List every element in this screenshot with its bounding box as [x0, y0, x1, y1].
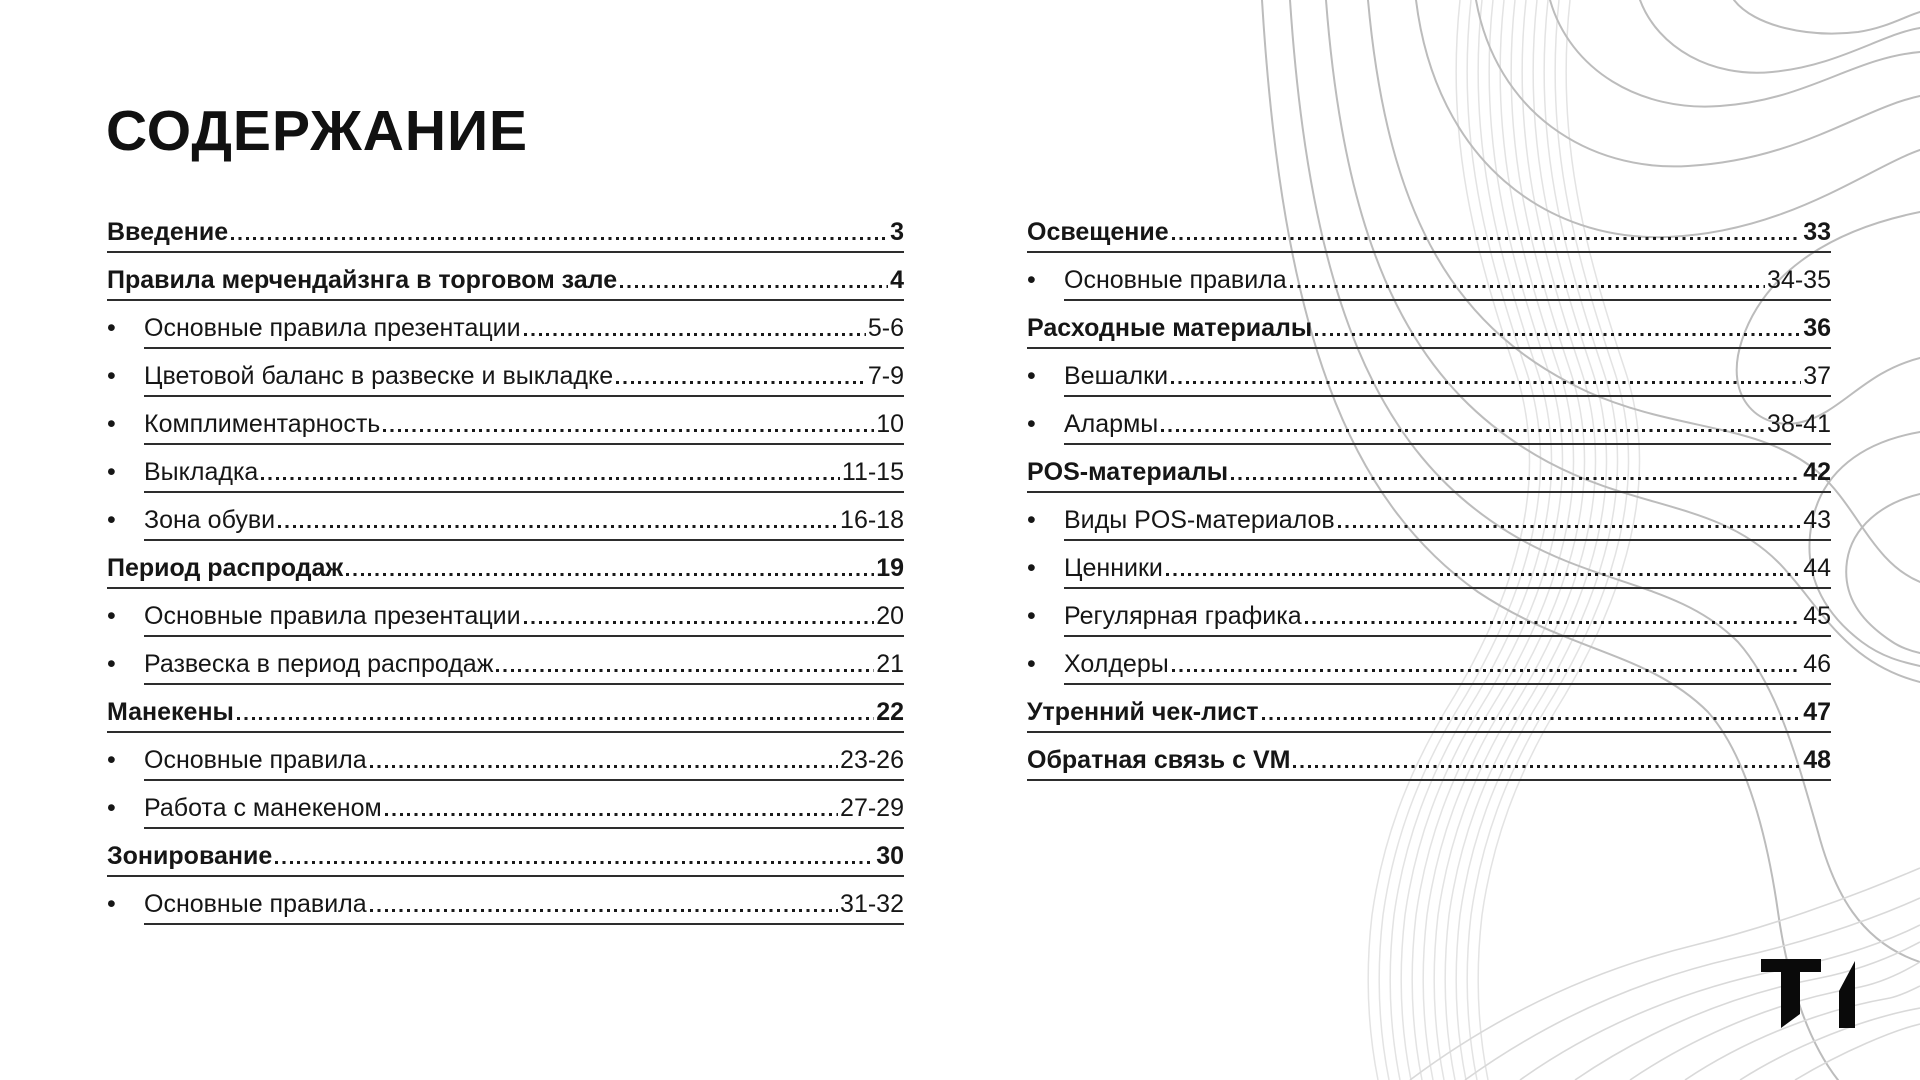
toc-entry-page: 34-35	[1767, 266, 1831, 294]
dotted-leader	[346, 573, 874, 576]
toc-entry-page: 7-9	[867, 362, 904, 390]
toc-entry[interactable]	[107, 253, 904, 301]
toc-entry-label: Основные правила	[144, 746, 367, 774]
toc-entry[interactable]	[1027, 685, 1831, 733]
dotted-leader	[1338, 525, 1801, 528]
toc-entry-page: 21	[876, 650, 904, 678]
bullet-icon: •	[107, 602, 116, 630]
toc-entry[interactable]	[1027, 301, 1831, 349]
toc-entry-page: 20	[876, 602, 904, 630]
toc-entry[interactable]	[107, 541, 904, 589]
toc-entry-label: Развеска в период распродаж	[144, 650, 494, 678]
toc-entry-line	[144, 397, 904, 445]
dotted-leader	[1305, 621, 1802, 624]
toc-entry-page: 47	[1803, 698, 1831, 726]
dotted-leader	[1166, 573, 1801, 576]
toc-entry-label: Период распродаж	[107, 554, 344, 582]
dotted-leader	[1315, 333, 1801, 336]
dotted-leader	[616, 381, 866, 384]
toc-entry-line	[107, 205, 904, 253]
dotted-leader	[385, 813, 838, 816]
toc-entry-line	[1064, 637, 1831, 685]
toc-entry-label: Основные правила	[1064, 266, 1287, 294]
dotted-leader	[496, 669, 874, 672]
toc-entry[interactable]	[107, 589, 904, 637]
dotted-leader	[383, 429, 874, 432]
t1-logo	[1761, 959, 1855, 1028]
toc-entry-label: Утренний чек-лист	[1027, 698, 1259, 726]
toc-entry-page: 19	[876, 554, 904, 582]
bullet-icon: •	[107, 458, 116, 486]
toc-entry-line	[144, 781, 904, 829]
toc-entry[interactable]	[1027, 205, 1831, 253]
toc-entry-line	[1027, 301, 1831, 349]
toc-entry-label: Вешалки	[1064, 362, 1169, 390]
toc-entry-line	[1027, 733, 1831, 781]
toc-entry-line	[1064, 493, 1831, 541]
toc-entry-line	[144, 637, 904, 685]
dotted-leader	[1172, 237, 1802, 240]
toc-entry-label: Цветовой баланс в развеске и выкладке	[144, 362, 614, 390]
bullet-icon: •	[1027, 362, 1036, 390]
toc-entry[interactable]	[1027, 733, 1831, 781]
toc-column-right	[1027, 205, 1831, 781]
toc-entry-page: 27-29	[840, 794, 904, 822]
bullet-icon: •	[1027, 650, 1036, 678]
bullet-icon: •	[107, 650, 116, 678]
toc-entry-line	[144, 349, 904, 397]
toc-entry[interactable]	[1027, 445, 1831, 493]
toc-entry-line	[1027, 685, 1831, 733]
dotted-leader	[1161, 429, 1765, 432]
toc-entry-page: 23-26	[840, 746, 904, 774]
toc-entry-label: Введение	[107, 218, 229, 246]
dotted-leader	[275, 861, 874, 864]
dotted-leader	[1293, 765, 1801, 768]
toc-entry-line	[144, 589, 904, 637]
dotted-leader	[1262, 717, 1802, 720]
toc-entry-page: 4	[890, 266, 904, 294]
toc-entry-line	[144, 445, 904, 493]
toc-entry-line	[107, 685, 904, 733]
toc-entry-line	[1064, 349, 1831, 397]
toc-entry[interactable]	[1027, 253, 1831, 301]
toc-entry-label: Основные правила	[144, 890, 367, 918]
toc-entry[interactable]	[107, 397, 904, 445]
dotted-leader	[370, 765, 838, 768]
dotted-leader	[524, 621, 875, 624]
toc-entry[interactable]	[1027, 493, 1831, 541]
toc-entry[interactable]	[107, 733, 904, 781]
toc-entry-page: 37	[1803, 362, 1831, 390]
bullet-icon: •	[107, 410, 116, 438]
toc-entry-label: Основные правила презентации	[144, 314, 521, 342]
toc-entry[interactable]	[1027, 349, 1831, 397]
toc-entry[interactable]	[1027, 589, 1831, 637]
dotted-leader	[278, 525, 838, 528]
toc-entry[interactable]	[107, 685, 904, 733]
toc-entry[interactable]	[107, 301, 904, 349]
toc-entry-line	[144, 301, 904, 349]
toc-entry[interactable]	[1027, 637, 1831, 685]
toc-entry-page: 3	[890, 218, 904, 246]
toc-entry-label: Обратная связь с VM	[1027, 746, 1291, 774]
toc-entry[interactable]	[107, 781, 904, 829]
toc-entry-line	[1064, 253, 1831, 301]
toc-entry-line	[1027, 205, 1831, 253]
dotted-leader	[524, 333, 866, 336]
toc-entry-label: POS-материалы	[1027, 458, 1229, 486]
bullet-icon: •	[107, 362, 116, 390]
bullet-icon: •	[107, 746, 116, 774]
bullet-icon: •	[1027, 410, 1036, 438]
dotted-leader	[1231, 477, 1801, 480]
dotted-leader	[620, 285, 888, 288]
toc-entry-label: Выкладка	[144, 458, 259, 486]
page-title: СОДЕРЖАНИЕ	[106, 99, 529, 163]
dotted-leader	[1290, 285, 1765, 288]
toc-entry-line	[107, 541, 904, 589]
toc-entry-label: Регулярная графика	[1064, 602, 1302, 630]
toc-entry-page: 45	[1803, 602, 1831, 630]
toc-entry-label: Зона обуви	[144, 506, 276, 534]
toc-entry-page: 48	[1803, 746, 1831, 774]
toc-entry[interactable]	[107, 205, 904, 253]
toc-entry[interactable]	[107, 349, 904, 397]
toc-column-left	[107, 205, 904, 925]
toc-entry-label: Основные правила презентации	[144, 602, 521, 630]
toc-entry-label: Комплиментарность	[144, 410, 381, 438]
bullet-icon: •	[1027, 266, 1036, 294]
dotted-leader	[231, 237, 888, 240]
bullet-icon: •	[107, 506, 116, 534]
toc-entry-label: Правила мерчендайзнга в торговом зале	[107, 266, 618, 294]
toc-entry-page: 31-32	[840, 890, 904, 918]
toc-entry-line	[144, 733, 904, 781]
bullet-icon: •	[107, 314, 116, 342]
toc-entry-page: 22	[876, 698, 904, 726]
toc-entry-label: Ценники	[1064, 554, 1163, 582]
toc-entry-label: Зонирование	[107, 842, 273, 870]
toc-entry-page: 42	[1803, 458, 1831, 486]
bullet-icon: •	[1027, 506, 1036, 534]
toc-entry[interactable]	[107, 877, 904, 925]
toc-entry-page: 33	[1803, 218, 1831, 246]
bullet-icon: •	[107, 890, 116, 918]
toc-entry-line	[144, 493, 904, 541]
toc-entry-page: 16-18	[840, 506, 904, 534]
toc-entry-line	[1027, 445, 1831, 493]
toc-entry-page: 38-41	[1767, 410, 1831, 438]
toc-entry-page: 46	[1803, 650, 1831, 678]
toc-entry[interactable]	[107, 637, 904, 685]
toc-entry-line	[1064, 589, 1831, 637]
toc-entry-line	[1064, 397, 1831, 445]
toc-entry[interactable]	[1027, 397, 1831, 445]
toc-entry-page: 10	[876, 410, 904, 438]
toc-entry[interactable]	[107, 493, 904, 541]
toc-entry-label: Освещение	[1027, 218, 1169, 246]
bullet-icon: •	[1027, 602, 1036, 630]
toc-entry-page: 44	[1803, 554, 1831, 582]
dotted-leader	[1171, 381, 1801, 384]
toc-entry[interactable]	[107, 445, 904, 493]
dotted-leader	[237, 717, 874, 720]
toc-entry-line	[1064, 541, 1831, 589]
bullet-icon: •	[1027, 554, 1036, 582]
toc-entry-label: Расходные материалы	[1027, 314, 1313, 342]
dotted-leader	[370, 909, 838, 912]
toc-entry-page: 30	[876, 842, 904, 870]
toc-entry[interactable]	[1027, 541, 1831, 589]
bullet-icon: •	[107, 794, 116, 822]
toc-entry-label: Виды POS-материалов	[1064, 506, 1335, 534]
toc-entry[interactable]	[107, 829, 904, 877]
toc-entry-line	[107, 253, 904, 301]
toc-entry-page: 11-15	[841, 458, 904, 486]
toc-entry-label: Холдеры	[1064, 650, 1169, 678]
toc-entry-page: 43	[1803, 506, 1831, 534]
toc-entry-label: Работа с манекеном	[144, 794, 382, 822]
dotted-leader	[1172, 669, 1801, 672]
toc-entry-label: Алармы	[1064, 410, 1159, 438]
toc-entry-line	[107, 829, 904, 877]
dotted-leader	[261, 477, 840, 480]
toc-entry-page: 5-6	[867, 314, 904, 342]
toc-entry-label: Манекены	[107, 698, 234, 726]
toc-entry-line	[144, 877, 904, 925]
toc-entry-page: 36	[1803, 314, 1831, 342]
